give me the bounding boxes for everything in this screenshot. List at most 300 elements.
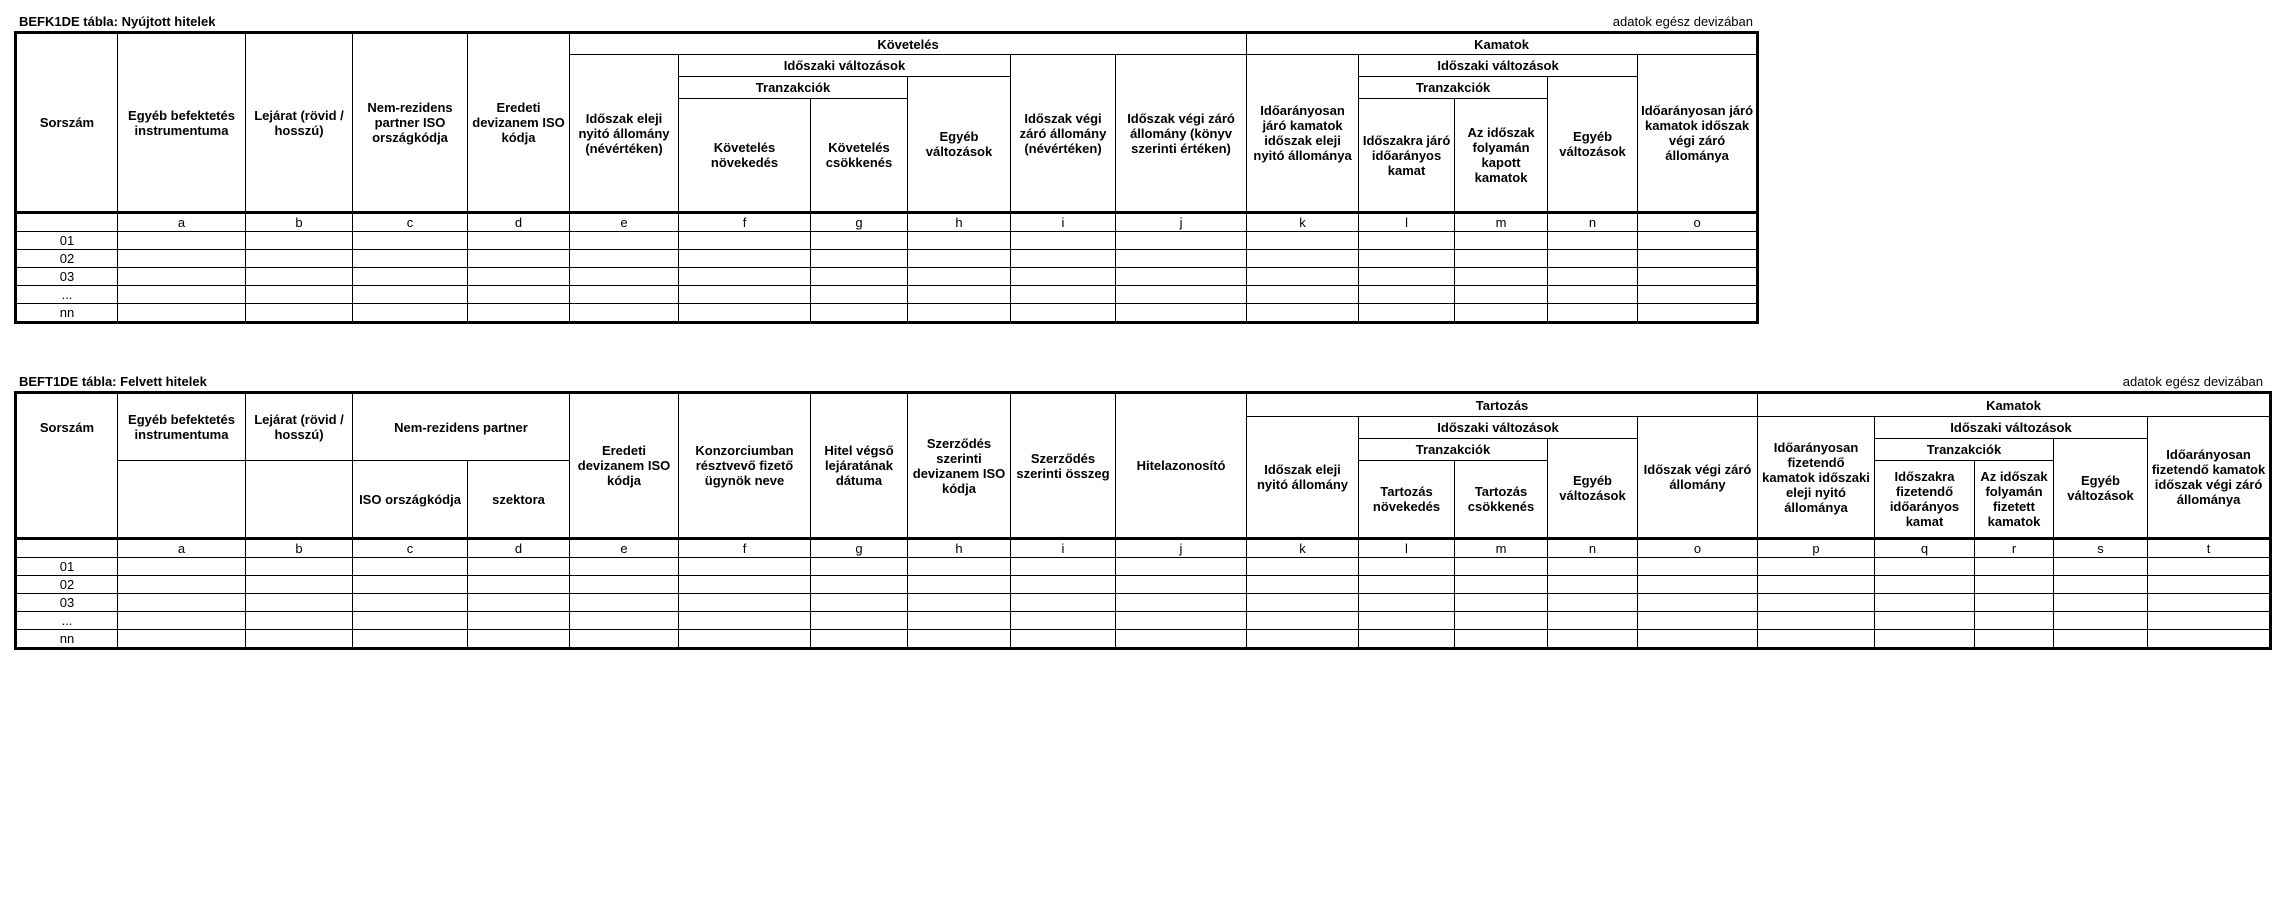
group-header-kamat-idoszaki-valtozasok: Időszaki változások bbox=[1359, 55, 1638, 77]
data-cell[interactable] bbox=[246, 594, 353, 612]
data-cell[interactable] bbox=[570, 250, 679, 268]
data-cell[interactable] bbox=[570, 232, 679, 250]
data-cell[interactable] bbox=[353, 304, 468, 323]
col-header-szerzodes-osszeg: Szerződés szerinti összeg bbox=[1011, 393, 1116, 539]
letter-cell: l bbox=[1359, 213, 1455, 232]
data-cell[interactable] bbox=[1638, 304, 1758, 323]
letter-cell: c bbox=[353, 213, 468, 232]
table-row bbox=[16, 576, 2271, 594]
data-cell[interactable] bbox=[679, 286, 811, 304]
letter-cell: j bbox=[1116, 539, 1247, 558]
data-cell[interactable] bbox=[246, 576, 353, 594]
letter-cell: t bbox=[2148, 539, 2271, 558]
table2 bbox=[14, 391, 2272, 650]
data-cell[interactable] bbox=[811, 250, 908, 268]
data-cell[interactable] bbox=[1359, 268, 1455, 286]
data-cell[interactable] bbox=[2148, 576, 2271, 594]
col-header-szerzodes-devizanem: Szerződés szerinti devizanem ISO kódja bbox=[908, 393, 1011, 539]
data-cell[interactable] bbox=[1638, 612, 1758, 630]
row-number: 03 bbox=[16, 268, 118, 286]
letter-cell: m bbox=[1455, 213, 1548, 232]
letter-cell: h bbox=[908, 539, 1011, 558]
data-cell[interactable] bbox=[468, 250, 570, 268]
data-cell[interactable] bbox=[2054, 630, 2148, 649]
table-row bbox=[16, 630, 2271, 649]
data-cell[interactable] bbox=[1116, 286, 1247, 304]
col-header-idoaranyosan-nyito: Időarányosan járó kamatok időszak eleji nyitó állománya bbox=[1247, 55, 1359, 213]
letter-cell: r bbox=[1975, 539, 2054, 558]
data-cell[interactable] bbox=[1116, 612, 1247, 630]
data-cell[interactable] bbox=[118, 576, 246, 594]
col-header-egyeb-befektetes: Egyéb befektetés instrumentuma bbox=[118, 393, 246, 461]
letter-cell-empty bbox=[16, 539, 118, 558]
data-cell[interactable] bbox=[908, 558, 1011, 576]
group-header-kamatok: Kamatok bbox=[1247, 33, 1758, 55]
table2-body bbox=[16, 539, 2271, 649]
data-cell[interactable] bbox=[468, 286, 570, 304]
data-cell[interactable] bbox=[1758, 594, 1875, 612]
data-cell[interactable] bbox=[118, 594, 246, 612]
data-cell[interactable] bbox=[811, 594, 908, 612]
letter-cell: d bbox=[468, 539, 570, 558]
data-cell[interactable] bbox=[246, 630, 353, 649]
data-cell[interactable] bbox=[811, 576, 908, 594]
data-cell[interactable] bbox=[679, 576, 811, 594]
data-cell[interactable] bbox=[1455, 232, 1548, 250]
letter-row bbox=[16, 539, 2271, 558]
data-cell[interactable] bbox=[570, 304, 679, 323]
data-cell[interactable] bbox=[1011, 612, 1116, 630]
col-header-egyeb-valtozasok: Egyéb változások bbox=[908, 77, 1011, 213]
data-cell[interactable] bbox=[1116, 558, 1247, 576]
letter-cell: n bbox=[1548, 539, 1638, 558]
data-cell[interactable] bbox=[1455, 558, 1548, 576]
data-cell[interactable] bbox=[118, 232, 246, 250]
letter-cell: m bbox=[1455, 539, 1548, 558]
data-cell[interactable] bbox=[118, 304, 246, 323]
data-cell[interactable] bbox=[2148, 558, 2271, 576]
data-cell[interactable] bbox=[908, 304, 1011, 323]
col-header-tartozas-novekedes: Tartozás növekedés bbox=[1359, 461, 1455, 539]
data-cell[interactable] bbox=[570, 558, 679, 576]
data-cell[interactable] bbox=[679, 268, 811, 286]
group-header-kamatok: Kamatok bbox=[1758, 393, 2271, 417]
letter-cell: o bbox=[1638, 213, 1758, 232]
data-cell[interactable] bbox=[1548, 286, 1638, 304]
col-header-iso-orszagkodja: ISO országkódja bbox=[353, 461, 468, 539]
col-header-idoszakra-fizetendo: Időszakra fizetendő időarányos kamat bbox=[1875, 461, 1975, 539]
data-cell[interactable] bbox=[570, 630, 679, 649]
data-cell[interactable] bbox=[1548, 612, 1638, 630]
letter-cell: c bbox=[353, 539, 468, 558]
data-cell[interactable] bbox=[1638, 286, 1758, 304]
data-cell[interactable] bbox=[908, 630, 1011, 649]
data-cell[interactable] bbox=[2054, 576, 2148, 594]
data-cell[interactable] bbox=[908, 612, 1011, 630]
data-cell[interactable] bbox=[1359, 286, 1455, 304]
data-cell[interactable] bbox=[1548, 630, 1638, 649]
letter-cell: a bbox=[118, 213, 246, 232]
data-cell[interactable] bbox=[1011, 304, 1116, 323]
group-header-kamat-idoszaki-valtozasok: Időszaki változások bbox=[1875, 417, 2148, 439]
data-cell[interactable] bbox=[1359, 558, 1455, 576]
data-cell[interactable] bbox=[1975, 594, 2054, 612]
data-cell[interactable] bbox=[468, 558, 570, 576]
table1 bbox=[14, 31, 1759, 324]
data-cell[interactable] bbox=[353, 594, 468, 612]
col-header-idoszak-eleji: Időszak eleji nyitó állomány bbox=[1247, 417, 1359, 539]
row-number: 02 bbox=[16, 250, 118, 268]
col-header-eredeti-devizanem: Eredeti devizanem ISO kódja bbox=[570, 393, 679, 539]
data-cell[interactable] bbox=[118, 268, 246, 286]
data-cell[interactable] bbox=[353, 250, 468, 268]
letter-cell: a bbox=[118, 539, 246, 558]
col-header-sorszam-spacer bbox=[16, 461, 118, 539]
letter-cell: g bbox=[811, 213, 908, 232]
table-row bbox=[16, 250, 1758, 268]
data-cell[interactable] bbox=[1011, 594, 1116, 612]
table2-header bbox=[16, 393, 2271, 539]
data-cell[interactable] bbox=[246, 558, 353, 576]
data-cell[interactable] bbox=[1875, 594, 1975, 612]
data-cell[interactable] bbox=[908, 232, 1011, 250]
data-cell[interactable] bbox=[908, 594, 1011, 612]
data-cell[interactable] bbox=[353, 232, 468, 250]
table2-caption bbox=[14, 374, 2269, 391]
data-cell[interactable] bbox=[1875, 612, 1975, 630]
col-header-tartozas-csokkenes: Tartozás csökkenés bbox=[1455, 461, 1548, 539]
table2-block bbox=[14, 374, 2269, 650]
data-cell[interactable] bbox=[1548, 576, 1638, 594]
data-cell[interactable] bbox=[1116, 630, 1247, 649]
table2-title: BEFT1DE tábla: Felvett hitelek bbox=[19, 374, 207, 389]
data-cell[interactable] bbox=[1359, 576, 1455, 594]
table-row bbox=[16, 612, 2271, 630]
col-header-koveteles-novekedes: Követelés növekedés bbox=[679, 99, 811, 213]
data-cell[interactable] bbox=[1359, 612, 1455, 630]
table-row bbox=[16, 286, 1758, 304]
data-cell[interactable] bbox=[246, 304, 353, 323]
data-cell[interactable] bbox=[1758, 558, 1875, 576]
col-header-idoszakra-jaro: Időszakra járó időarányos kamat bbox=[1359, 99, 1455, 213]
data-cell[interactable] bbox=[1247, 286, 1359, 304]
data-cell[interactable] bbox=[1116, 250, 1247, 268]
data-cell[interactable] bbox=[1359, 232, 1455, 250]
data-cell[interactable] bbox=[1975, 558, 2054, 576]
data-cell[interactable] bbox=[246, 268, 353, 286]
data-cell[interactable] bbox=[1548, 558, 1638, 576]
data-cell[interactable] bbox=[1359, 630, 1455, 649]
data-cell[interactable] bbox=[2054, 594, 2148, 612]
letter-cell: k bbox=[1247, 213, 1359, 232]
data-cell[interactable] bbox=[353, 576, 468, 594]
data-cell[interactable] bbox=[468, 576, 570, 594]
data-cell[interactable] bbox=[1975, 576, 2054, 594]
data-cell[interactable] bbox=[1011, 558, 1116, 576]
data-cell[interactable] bbox=[570, 576, 679, 594]
data-cell[interactable] bbox=[811, 286, 908, 304]
data-cell[interactable] bbox=[1359, 594, 1455, 612]
data-cell[interactable] bbox=[353, 286, 468, 304]
data-cell[interactable] bbox=[353, 612, 468, 630]
data-cell[interactable] bbox=[1011, 250, 1116, 268]
data-cell[interactable] bbox=[679, 594, 811, 612]
data-cell[interactable] bbox=[1455, 612, 1548, 630]
data-cell[interactable] bbox=[2148, 612, 2271, 630]
data-cell[interactable] bbox=[1638, 594, 1758, 612]
data-cell[interactable] bbox=[811, 304, 908, 323]
col-header-nem-rezidens: Nem-rezidens partner ISO országkódja bbox=[353, 33, 468, 213]
data-cell[interactable] bbox=[2148, 630, 2271, 649]
col-header-eredeti-devizanem: Eredeti devizanem ISO kódja bbox=[468, 33, 570, 213]
data-cell[interactable] bbox=[1638, 250, 1758, 268]
letter-cell: i bbox=[1011, 539, 1116, 558]
data-cell[interactable] bbox=[118, 286, 246, 304]
letter-cell: n bbox=[1548, 213, 1638, 232]
data-cell[interactable] bbox=[1638, 268, 1758, 286]
col-header-idoszak-eleji: Időszak eleji nyitó állomány (névértéken) bbox=[570, 55, 679, 213]
data-cell[interactable] bbox=[1011, 576, 1116, 594]
table1-body bbox=[16, 213, 1758, 323]
col-header-koveteles-csokkenes: Követelés csökkenés bbox=[811, 99, 908, 213]
data-cell[interactable] bbox=[118, 630, 246, 649]
data-cell[interactable] bbox=[1455, 576, 1548, 594]
row-number: 01 bbox=[16, 232, 118, 250]
data-cell[interactable] bbox=[679, 612, 811, 630]
data-cell[interactable] bbox=[1758, 630, 1875, 649]
letter-cell: s bbox=[2054, 539, 2148, 558]
col-header-lejarat: Lejárat (rövid / hosszú) bbox=[246, 393, 353, 461]
data-cell[interactable] bbox=[1247, 232, 1359, 250]
data-cell[interactable] bbox=[570, 286, 679, 304]
data-cell[interactable] bbox=[1247, 304, 1359, 323]
col-header-idoszak-vegi-nevertek: Időszak végi záró állomány (névértéken) bbox=[1011, 55, 1116, 213]
col-header-kamat-egyeb-valtozasok: Egyéb változások bbox=[2054, 439, 2148, 539]
data-cell[interactable] bbox=[1455, 594, 1548, 612]
data-cell[interactable] bbox=[1638, 576, 1758, 594]
data-cell[interactable] bbox=[468, 612, 570, 630]
data-cell[interactable] bbox=[679, 232, 811, 250]
data-cell[interactable] bbox=[1011, 268, 1116, 286]
data-cell[interactable] bbox=[2148, 594, 2271, 612]
group-header-kamat-tranzakciok: Tranzakciók bbox=[1359, 77, 1548, 99]
letter-cell-empty bbox=[16, 213, 118, 232]
data-cell[interactable] bbox=[246, 232, 353, 250]
col-header-idoszak-vegi-konyv: Időszak végi záró állomány (könyv szerinti értéken) bbox=[1116, 55, 1247, 213]
letter-cell: b bbox=[246, 213, 353, 232]
data-cell[interactable] bbox=[1011, 286, 1116, 304]
col-header-konzorcium: Konzorciumban résztvevő fizető ügynök neve bbox=[679, 393, 811, 539]
data-cell[interactable] bbox=[1455, 304, 1548, 323]
letter-cell: e bbox=[570, 213, 679, 232]
data-cell[interactable] bbox=[1638, 630, 1758, 649]
data-cell[interactable] bbox=[118, 558, 246, 576]
data-cell[interactable] bbox=[1116, 232, 1247, 250]
group-header-tartozas: Tartozás bbox=[1247, 393, 1758, 417]
data-cell[interactable] bbox=[679, 250, 811, 268]
data-cell[interactable] bbox=[811, 268, 908, 286]
data-cell[interactable] bbox=[1116, 304, 1247, 323]
table1-block bbox=[14, 14, 1759, 324]
data-cell[interactable] bbox=[1011, 630, 1116, 649]
data-cell[interactable] bbox=[353, 630, 468, 649]
group-header-kamat-tranzakciok: Tranzakciók bbox=[1875, 439, 2054, 461]
table-row bbox=[16, 304, 1758, 323]
data-cell[interactable] bbox=[118, 250, 246, 268]
col-header-egyeb-befektetes: Egyéb befektetés instrumentuma bbox=[118, 33, 246, 213]
table2-note: adatok egész devizában bbox=[2122, 374, 2263, 389]
data-cell[interactable] bbox=[1875, 558, 1975, 576]
data-cell[interactable] bbox=[1875, 630, 1975, 649]
group-header-tranzakciok: Tranzakciók bbox=[679, 77, 908, 99]
letter-cell: h bbox=[908, 213, 1011, 232]
letter-cell: j bbox=[1116, 213, 1247, 232]
col-header-sorszam: Sorszám bbox=[16, 33, 118, 213]
data-cell[interactable] bbox=[1548, 232, 1638, 250]
letter-cell: i bbox=[1011, 213, 1116, 232]
col-header-hitel-vegso: Hitel végső lejáratának dátuma bbox=[811, 393, 908, 539]
data-cell[interactable] bbox=[246, 612, 353, 630]
letter-cell: f bbox=[679, 539, 811, 558]
data-cell[interactable] bbox=[1638, 558, 1758, 576]
data-cell[interactable] bbox=[246, 286, 353, 304]
data-cell[interactable] bbox=[1758, 576, 1875, 594]
row-number: nn bbox=[16, 630, 118, 649]
data-cell[interactable] bbox=[468, 232, 570, 250]
data-cell[interactable] bbox=[570, 268, 679, 286]
data-cell[interactable] bbox=[679, 304, 811, 323]
col-header-kamat-egyeb-valtozasok: Egyéb változások bbox=[1548, 77, 1638, 213]
data-cell[interactable] bbox=[353, 268, 468, 286]
col-header-fizetendo-nyito: Időarányosan fizetendő kamatok időszaki eleji nyitó állománya bbox=[1758, 417, 1875, 539]
letter-cell: q bbox=[1875, 539, 1975, 558]
data-cell[interactable] bbox=[811, 612, 908, 630]
data-cell[interactable] bbox=[1011, 232, 1116, 250]
table1-title: BEFK1DE tábla: Nyújtott hitelek bbox=[19, 14, 216, 29]
data-cell[interactable] bbox=[1247, 630, 1359, 649]
col-header-lejarat: Lejárat (rövid / hosszú) bbox=[246, 33, 353, 213]
col-header-spacer bbox=[118, 461, 246, 539]
data-cell[interactable] bbox=[1875, 576, 1975, 594]
data-cell[interactable] bbox=[811, 232, 908, 250]
col-header-egyeb-valtozasok: Egyéb változások bbox=[1548, 439, 1638, 539]
col-header-az-idoszak-fizetett: Az időszak folyamán fizetett kamatok bbox=[1975, 461, 2054, 539]
letter-cell: l bbox=[1359, 539, 1455, 558]
col-header-spacer bbox=[246, 461, 353, 539]
data-cell[interactable] bbox=[2054, 612, 2148, 630]
letter-cell: g bbox=[811, 539, 908, 558]
data-cell[interactable] bbox=[1455, 250, 1548, 268]
data-cell[interactable] bbox=[1247, 612, 1359, 630]
data-cell[interactable] bbox=[679, 558, 811, 576]
data-cell[interactable] bbox=[908, 268, 1011, 286]
data-cell[interactable] bbox=[1548, 250, 1638, 268]
col-header-az-idoszak-folyaman: Az időszak folyamán kapott kamatok bbox=[1455, 99, 1548, 213]
col-header-hitelazonosito: Hitelazonosító bbox=[1116, 393, 1247, 539]
table-row bbox=[16, 232, 1758, 250]
letter-cell: b bbox=[246, 539, 353, 558]
row-number: nn bbox=[16, 304, 118, 323]
col-header-idoszak-vegi: Időszak végi záró állomány bbox=[1638, 417, 1758, 539]
data-cell[interactable] bbox=[1548, 594, 1638, 612]
letter-row bbox=[16, 213, 1758, 232]
data-cell[interactable] bbox=[679, 630, 811, 649]
letter-cell: d bbox=[468, 213, 570, 232]
letter-cell: k bbox=[1247, 539, 1359, 558]
data-cell[interactable] bbox=[1247, 268, 1359, 286]
data-cell[interactable] bbox=[1116, 594, 1247, 612]
data-cell[interactable] bbox=[1548, 268, 1638, 286]
data-cell[interactable] bbox=[468, 304, 570, 323]
table-row bbox=[16, 594, 2271, 612]
col-header-szektora: szektora bbox=[468, 461, 570, 539]
group-header-nem-rezidens-partner: Nem-rezidens partner bbox=[353, 393, 570, 461]
row-number: ... bbox=[16, 612, 118, 630]
group-header-tranzakciok: Tranzakciók bbox=[1359, 439, 1548, 461]
col-header-fizetendo-zaro: Időarányosan fizetendő kamatok időszak végi záró állománya bbox=[2148, 417, 2271, 539]
data-cell[interactable] bbox=[908, 576, 1011, 594]
col-header-idoaranyosan-zaro: Időarányosan járó kamatok időszak végi záró állománya bbox=[1638, 55, 1758, 213]
data-cell[interactable] bbox=[1455, 286, 1548, 304]
data-cell[interactable] bbox=[908, 286, 1011, 304]
table-row bbox=[16, 558, 2271, 576]
group-header-idoszaki-valtozasok: Időszaki változások bbox=[1359, 417, 1638, 439]
data-cell[interactable] bbox=[1975, 630, 2054, 649]
data-cell[interactable] bbox=[570, 612, 679, 630]
data-cell[interactable] bbox=[1247, 558, 1359, 576]
data-cell[interactable] bbox=[1455, 268, 1548, 286]
data-cell[interactable] bbox=[246, 250, 353, 268]
data-cell[interactable] bbox=[908, 250, 1011, 268]
row-number: 03 bbox=[16, 594, 118, 612]
data-cell[interactable] bbox=[468, 630, 570, 649]
table-row bbox=[16, 268, 1758, 286]
data-cell[interactable] bbox=[1247, 594, 1359, 612]
row-number: 01 bbox=[16, 558, 118, 576]
data-cell[interactable] bbox=[468, 594, 570, 612]
data-cell[interactable] bbox=[1247, 250, 1359, 268]
letter-cell: f bbox=[679, 213, 811, 232]
table1-header bbox=[16, 33, 1758, 213]
table1-note: adatok egész devizában bbox=[1612, 14, 1753, 29]
letter-cell: p bbox=[1758, 539, 1875, 558]
data-cell[interactable] bbox=[811, 630, 908, 649]
data-cell[interactable] bbox=[468, 268, 570, 286]
data-cell[interactable] bbox=[2054, 558, 2148, 576]
data-cell[interactable] bbox=[1638, 232, 1758, 250]
col-header-sorszam: Sorszám bbox=[16, 393, 118, 461]
letter-cell: e bbox=[570, 539, 679, 558]
data-cell[interactable] bbox=[1548, 304, 1638, 323]
data-cell[interactable] bbox=[1975, 612, 2054, 630]
data-cell[interactable] bbox=[811, 558, 908, 576]
data-cell[interactable] bbox=[1359, 304, 1455, 323]
data-cell[interactable] bbox=[1455, 630, 1548, 649]
group-header-koveteles: Követelés bbox=[570, 33, 1247, 55]
data-cell[interactable] bbox=[1758, 612, 1875, 630]
row-number: ... bbox=[16, 286, 118, 304]
data-cell[interactable] bbox=[570, 594, 679, 612]
data-cell[interactable] bbox=[353, 558, 468, 576]
data-cell[interactable] bbox=[1359, 250, 1455, 268]
data-cell[interactable] bbox=[1247, 576, 1359, 594]
data-cell[interactable] bbox=[118, 612, 246, 630]
row-number: 02 bbox=[16, 576, 118, 594]
data-cell[interactable] bbox=[1116, 576, 1247, 594]
data-cell[interactable] bbox=[1116, 268, 1247, 286]
table1-caption bbox=[14, 14, 1759, 31]
letter-cell: o bbox=[1638, 539, 1758, 558]
